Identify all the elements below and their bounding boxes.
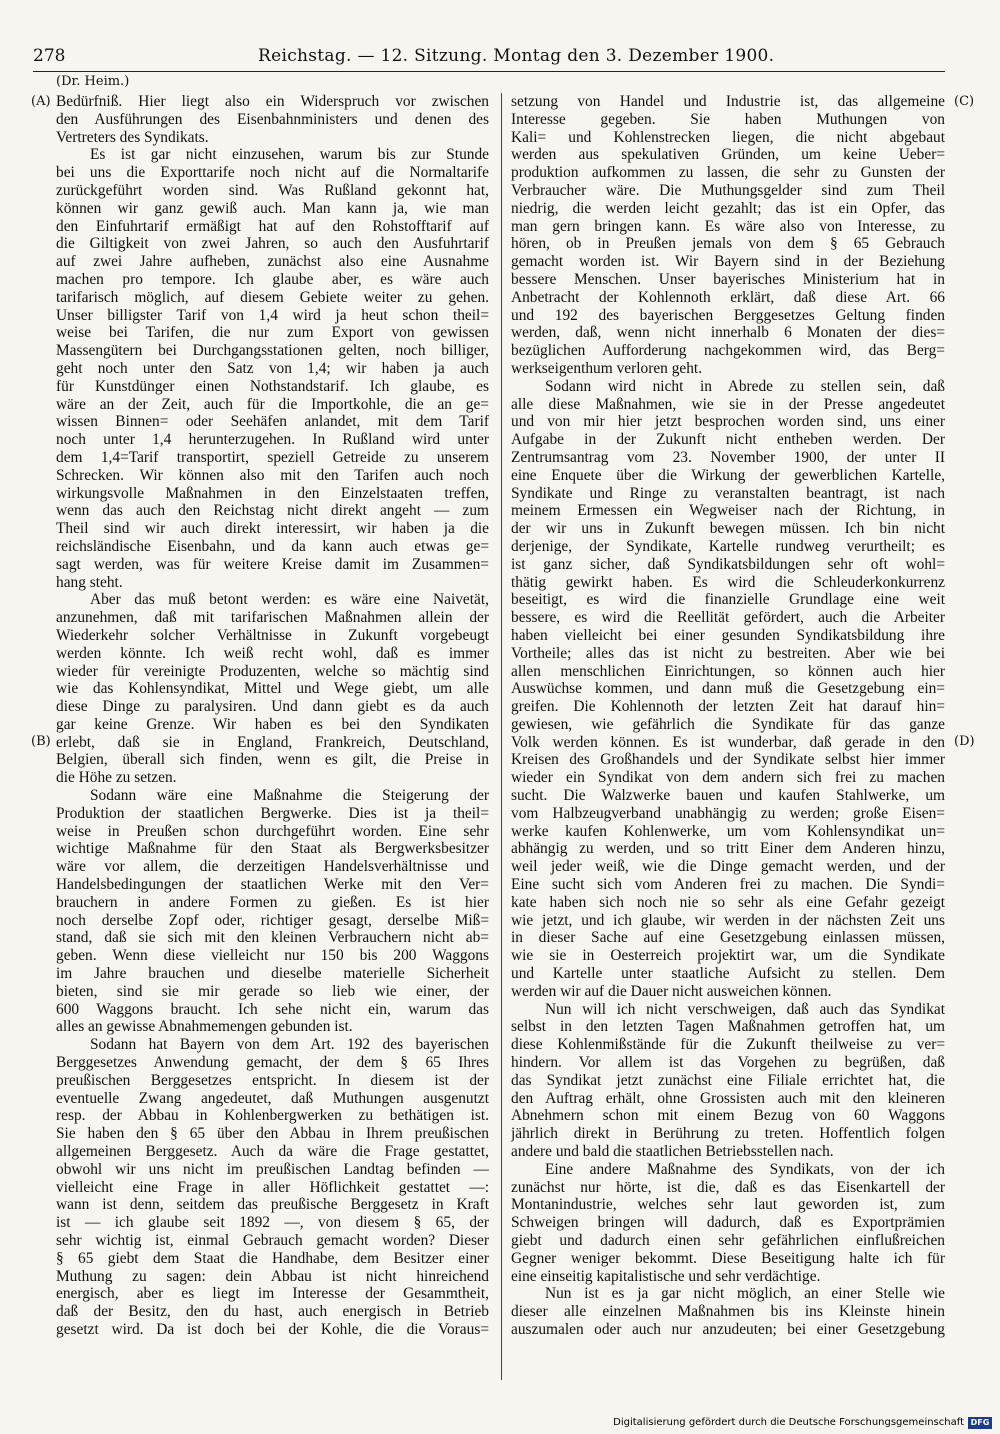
text-line: anzunehmen, daß mit tarifarischen Maßnahmen allein der — [56, 609, 489, 627]
right-text-column — [511, 93, 945, 1339]
dfg-logo-icon: DFG — [968, 1417, 992, 1429]
text-line: abhängig zu werden, und so tritt Einer dem Anderen hinzu, — [511, 840, 945, 858]
text-line: Wiederkehr solcher Verhältnisse in Zukunft vorgebeugt — [56, 626, 489, 644]
text-line: eine einseitig kapitalistische und sehr verdächtige. — [511, 1267, 821, 1285]
text-line: weise bei Tarifen, die nur zum Export von gewissen — [56, 324, 489, 342]
text-line: Volk werden können. Es ist wunderbar, daß gerade in den — [511, 733, 945, 751]
text-line: und von mir hier jetzt besprochen worden sind, uns einer — [511, 413, 945, 431]
text-line: wenn das auch den Reichstag nicht direkt angeht — zum — [56, 502, 489, 520]
text-line: sagt werden, was für weitere Kreise damit im Zusammen= — [56, 555, 489, 573]
text-line: diese Kohlenmißstände für die Zukunft theilweise zu ver= — [511, 1036, 945, 1054]
text-line: das Syndikat jetzt zunächst eine Filiale errichtet hat, die — [511, 1071, 945, 1089]
text-line: derjenige, der Syndikate, Kartelle rundweg verurtheilt; es — [511, 537, 945, 555]
text-line: auszumalen oder auch nur anzudeuten; bei einer Gesetzgebung — [511, 1320, 945, 1338]
text-line: Schrecken. Wir können also mit den Tarifen auch noch — [56, 466, 489, 484]
text-line: den Ausführungen des Eisenbahnministers und denen des — [56, 110, 489, 128]
text-line: diese Dinge zu paralysiren. Und dann giebt es da auch — [56, 698, 489, 716]
running-head: Reichstag. — 12. Sitzung. Montag den 3. Dezember 1900. — [258, 46, 775, 66]
text-line: können wir ganz gewiß auch. Man kann ja, wie man — [56, 199, 489, 217]
text-line: selbst in den letzten Tagen Maßnahmen getroffen hat, um — [511, 1018, 945, 1036]
footer-credit — [613, 1416, 992, 1430]
text-line: Sodann hat Bayern von dem Art. 192 des bayerischen — [90, 1036, 489, 1054]
text-line: Schweigen bringen will dadurch, daß es Exportprämien — [511, 1214, 945, 1232]
text-line: wie das Kohlensyndikat, Mittel und Wege giebt, um alle — [56, 680, 489, 698]
text-line: auf zwei Jahre aufheben, zunächst also eine Ausnahme — [56, 253, 489, 271]
text-line: gewiesen, wie gefährlich die Syndikate für das ganze — [511, 715, 945, 733]
text-line: werden wir auf die Dauer nicht ausweichen können. — [511, 982, 832, 1000]
text-line: ist — ich glaube seit 1892 —, von diesem § 65, der — [56, 1214, 489, 1232]
text-line: Massengütern bei Durchgangsstationen gelten, noch billiger, — [56, 342, 489, 360]
text-line: produktion aufkommen zu lassen, die sehr zu Gunsten der — [511, 164, 945, 182]
text-line: man gern bringen kann. Es wäre also von Interesse, zu — [511, 217, 945, 235]
speaker-label: (Dr. Heim.) — [56, 74, 130, 89]
text-line: jährlich direkt in Berührung zu treten. Hoffentlich folgen — [511, 1125, 945, 1143]
text-line: hang steht. — [56, 573, 123, 591]
text-line: werden könnte. Ich weiß recht wohl, daß es immer — [56, 644, 489, 662]
text-line: die Giltigkeit von zwei Jahren, so auch den Ausfuhrtarif — [56, 235, 489, 253]
text-line: bieten, sind sie mir gerade so lieb wie einer, der — [56, 982, 489, 1000]
text-line: § 65 giebt dem Staat die Handhabe, dem Besitzer einer — [56, 1249, 489, 1267]
text-line: stand, daß sie sich mit den kleinen Verbrauchern nicht ab= — [56, 929, 489, 947]
text-line: allgemeinen Berggesetz. Auch da wäre die Frage gestattet, — [56, 1143, 489, 1161]
footer-text: Digitalisierung gefördert durch die Deutsche Forschungsgemeinschaft — [613, 1417, 964, 1428]
text-line: greifen. Die Kohlennoth der letzten Zeit hat darauf hin= — [511, 698, 945, 716]
header-rule — [33, 71, 945, 72]
text-line: brauchern in andere Formen zu gießen. Es ist hier — [56, 893, 489, 911]
text-line: gemacht worden ist. Wir Bayern sind in der Beziehung — [511, 253, 945, 271]
text-line: werden, daß, wenn nicht innerhalb 6 Monaten der dies= — [511, 324, 945, 342]
text-line: Aufgabe in der Zukunft nicht entheben werden. Der — [511, 431, 945, 449]
text-line: noch derselbe Zopf oder, richtiger gesagt, derselbe Miß= — [56, 911, 489, 929]
text-line: werden aus spekulativen Gründen, um keine Ueber= — [511, 146, 945, 164]
text-line: in dieser Sache auf eine Gesetzgebung einlassen müssen, — [511, 929, 945, 947]
margin-marker-b: (B) — [31, 734, 51, 749]
text-line: geht noch unter den Satz von 1,4; wir haben ja auch — [56, 359, 489, 377]
text-line: reichsländische Eisenbahn, und da kann auch etwas ge= — [56, 537, 489, 555]
left-text-column — [56, 93, 489, 1339]
text-line: Bedürfniß. Hier liegt also ein Widerspruch vor zwischen — [56, 93, 489, 110]
text-line: gesetzt wird. Da ist doch bei der Kohle, die die Voraus= — [56, 1320, 489, 1338]
text-line: erlebt, daß sie in England, Frankreich, Deutschland, — [56, 733, 489, 751]
text-line: Sie haben den § 65 über den Abbau in Ihrem preußischen — [56, 1125, 489, 1143]
text-line: hindern. Vor allem ist das Vorgehen zu begrüßen, daß — [511, 1054, 945, 1072]
text-line: zunächst nur hörte, ist die, daß es das Eisenkartell der — [511, 1178, 945, 1196]
text-line: Nun will ich nicht verschweigen, daß auch das Syndikat — [545, 1000, 945, 1018]
text-line: tarifarisch möglich, auf diesem Gebiete weiter zu gehen. — [56, 288, 489, 306]
text-line: Kali= und Kohlenstrecken liegen, die nicht abgebaut — [511, 128, 945, 146]
text-line: machen pro tempore. Ich glaube aber, es wäre auch — [56, 270, 489, 288]
text-line: energisch, aber es liegt im Interesse der Gesammtheit, — [56, 1285, 489, 1303]
text-line: Handelsbedingungen der staatlichen Werke mit den Ver= — [56, 876, 489, 894]
text-line: der wir uns in Zukunft bewegen müssen. Ich bin nicht — [511, 520, 945, 538]
text-line: die Höhe zu setzen. — [56, 769, 177, 787]
text-line: wie jetzt, und ich glaube, wir werden in der nächsten Zeit uns — [511, 911, 945, 929]
text-line: Anbetracht der Kohlennoth erklärt, daß diese Art. 66 — [511, 288, 945, 306]
text-line: Aber das muß betont werden: es wäre eine Naivetät, — [90, 591, 489, 609]
text-line: gar keine Grenze. Wir haben es bei den Syndikaten — [56, 715, 489, 733]
text-line: Kreisen des Großhandels und der Syndikate selbst hier immer — [511, 751, 945, 769]
text-line: dem 1,4=Tarif transportirt, speziell Getreide zu unserem — [56, 448, 489, 466]
text-line: Syndikate und Ringe zu veranstalten beantragt, ist nach — [511, 484, 945, 502]
text-line: für Kunstdünger einen Nothstandstarif. Ich glaube, es — [56, 377, 489, 395]
text-line: eine Enquete über die Wirkung der gewerblichen Kartelle, — [511, 466, 945, 484]
text-line: Interesse gegeben. Sie haben Muthungen von — [511, 110, 945, 128]
text-line: bei uns die Exporttarife noch nicht auf die Normaltarife — [56, 164, 489, 182]
text-line: Muthung zu sagen: dein Abbau ist nicht hinreichend — [56, 1267, 489, 1285]
text-line: bessere, es wird die Reellität gefördert, auch die Arbeiter — [511, 609, 945, 627]
text-line: vom Halbzeugverband unabhängig zu werden; große Eisen= — [511, 804, 945, 822]
text-line: Auswüchse kommen, und dann muß die Gesetzgebung ein= — [511, 680, 945, 698]
text-line: wissen Binnen= oder Seehäfen anlandet, mit dem Tarif — [56, 413, 489, 431]
text-line: Zentrumsantrag vom 23. November 1900, der unter II — [511, 448, 945, 466]
text-line: wirkungsvolle Maßnahmen in den Einzelstaaten treffen, — [56, 484, 489, 502]
text-line: resp. der Abbau in Kohlenbergwerken zu bethätigen ist. — [56, 1107, 489, 1125]
text-line: sehr wichtig ist, einmal Gebrauch gemacht worden? Dieser — [56, 1232, 489, 1249]
text-line: bessere Menschen. Unser bayerisches Ministerium hat in — [511, 270, 945, 288]
text-line: und Kartelle unter staatliche Aufsicht zu stellen. Dem — [511, 965, 945, 983]
text-line: Gegner weniger bekommt. Diese Beseitigung halte ich für — [511, 1249, 945, 1267]
text-line: dieser alle einzelnen Maßnahmen bis ins Kleinste hinein — [511, 1303, 945, 1321]
text-line: niedrig, die werden leicht gezahlt; das ist ein Opfer, das — [511, 199, 945, 217]
text-line: werkseigenthum verloren geht. — [511, 359, 703, 377]
text-line: wann ist denn, seitdem das preußische Berggesetz in Kraft — [56, 1196, 489, 1214]
text-line: setzung von Handel und Industrie ist, das allgemeine — [511, 93, 945, 110]
text-line: Belgien, überall sich finden, wenn es gilt, die Preise in — [56, 751, 489, 769]
text-line: Nun ist es ja gar nicht möglich, an einer Stelle wie — [545, 1285, 945, 1303]
text-line: Es ist gar nicht einzusehen, warum bis zur Stunde — [90, 146, 489, 164]
text-line: giebt und dadurch einen sehr gefährlichen einflußreichen — [511, 1232, 945, 1249]
text-line: Montanindustrie, welches sehr laut geworden ist, zum — [511, 1196, 945, 1214]
margin-marker-d: (D) — [954, 734, 975, 749]
text-line: wäre an der Zeit, auch für die Importkohle, die an ge= — [56, 395, 489, 413]
text-line: preußischen Berggesetzes entspricht. In diesem ist der — [56, 1071, 489, 1089]
text-line: Berggesetzes Anwendung gemacht, der dem § 65 Ihres — [56, 1054, 489, 1072]
text-line: 600 Waggons braucht. Ich sehe nicht ein, warum das — [56, 1000, 489, 1018]
text-line: Vertreters des Syndikats. — [56, 128, 209, 146]
text-line: Verbraucher wäre. Die Muthungsgelder sind zum Theil — [511, 181, 945, 199]
text-line: Eine sucht sich vom Anderen frei zu machen. Die Syndi= — [511, 876, 945, 894]
margin-marker-c: (C) — [954, 94, 975, 109]
text-line: Theil sind wir auch direkt interessirt, wir haben ja die — [56, 520, 489, 538]
text-line: Produktion der staatlichen Bergwerke. Dies ist ja theil= — [56, 804, 489, 822]
margin-marker-a: (A) — [31, 94, 51, 109]
text-line: den Auftrag erhält, ohne Grossisten auch mit den kleineren — [511, 1089, 945, 1107]
text-line: sucht. Die Walzwerke bauen und kaufen Stahlwerke, um — [511, 787, 945, 805]
text-line: noch unter 1,4 herunterzugehen. In Rußland wird unter — [56, 431, 489, 449]
text-line: weil jeder weiß, wie die Dinge gemacht werden, und der — [511, 858, 945, 876]
text-line: andere und bald die staatlichen Betriebsstellen nach. — [511, 1143, 834, 1161]
page-header — [33, 44, 945, 68]
column-divider — [501, 93, 502, 1380]
text-line: eventuelle Zwang angedeutet, daß Muthungen ausgenutzt — [56, 1089, 489, 1107]
text-line: hören, ob in Preußen jemals von dem § 65 Gebrauch — [511, 235, 945, 253]
text-line: alles an gewisse Abnahmemengen gebunden ist. — [56, 1018, 353, 1036]
text-line: wie sie in Oesterreich projektirt war, um die Syndikate — [511, 947, 945, 965]
text-line: bezüglichen Aufforderung nachgekommen wird, das Berg= — [511, 342, 945, 360]
text-line: wieder für vereinigte Produzenten, welche so mächtig sind — [56, 662, 489, 680]
text-line: wieder ein Syndikat von dem andern sich frei zu machen — [511, 769, 945, 787]
text-line: vielleicht eine Frage in aller Höflichkeit gestattet —: — [56, 1178, 489, 1196]
text-line: den Einfuhrtarif ermäßigt hat auf den Rohstofftarif auf — [56, 217, 489, 235]
text-line: zurückgeführt worden sind. Was Rußland gekonnt hat, — [56, 181, 489, 199]
text-line: und 192 des bayerischen Berggesetzes Geltung finden — [511, 306, 945, 324]
text-line: geben. Wenn diese vielleicht nur 150 bis 200 Waggons — [56, 947, 489, 965]
text-line: beseitigt, es wird die finanzielle Grundlage eine weit — [511, 591, 945, 609]
text-line: obwohl wir uns nicht im preußischen Landtag befinden — — [56, 1160, 489, 1178]
page-number: 278 — [33, 46, 66, 66]
text-line: Abnehmern schon mit einem Bezug von 60 Waggons — [511, 1107, 945, 1125]
text-line: daß der Besitz, den du hast, auch energisch in Betrieb — [56, 1303, 489, 1321]
text-line: Sodann wäre eine Maßnahme die Steigerung der — [90, 787, 489, 805]
text-line: haben vielleicht bei einer gesunden Syndikatsbildung ihre — [511, 626, 945, 644]
text-line: Vortheile; alles das ist nicht zu bestreiten. Aber wie bei — [511, 644, 945, 662]
text-line: thätig gewirkt haben. Es wird die Schleuderkonkurrenz — [511, 573, 945, 591]
text-line: Eine andere Maßnahme des Syndikats, von der ich — [545, 1160, 945, 1178]
text-line: ist ganz sicher, daß Syndikatsbildungen sehr oft wohl= — [511, 555, 945, 573]
text-line: wichtige Maßnahme für den Staat als Bergwerksbesitzer — [56, 840, 489, 858]
text-line: kate haben sich noch nie so sehr als eine Gefahr gezeigt — [511, 893, 945, 911]
text-line: alle diese Maßnahmen, wie sie in der Presse angedeutet — [511, 395, 945, 413]
text-line: im Jahre brauchen und dieselbe materielle Sicherheit — [56, 965, 489, 983]
text-line: wäre vor allem, die derzeitigen Handelsverhältnisse und — [56, 858, 489, 876]
text-line: werke kaufen Kohlenwerke, um vom Kohlensyndikat un= — [511, 822, 945, 840]
text-line: Unser billigster Tarif von 1,4 wird ja heut schon theil= — [56, 306, 489, 324]
text-line: meinem Ermessen ein Wegweiser nach der Richtung, in — [511, 502, 945, 520]
text-line: weise in Preußen schon durchgeführt worden. Eine sehr — [56, 822, 489, 840]
text-line: Sodann wird nicht in Abrede zu stellen sein, daß — [545, 377, 945, 395]
text-line: allen menschlichen Einrichtungen, so können auch hier — [511, 662, 945, 680]
